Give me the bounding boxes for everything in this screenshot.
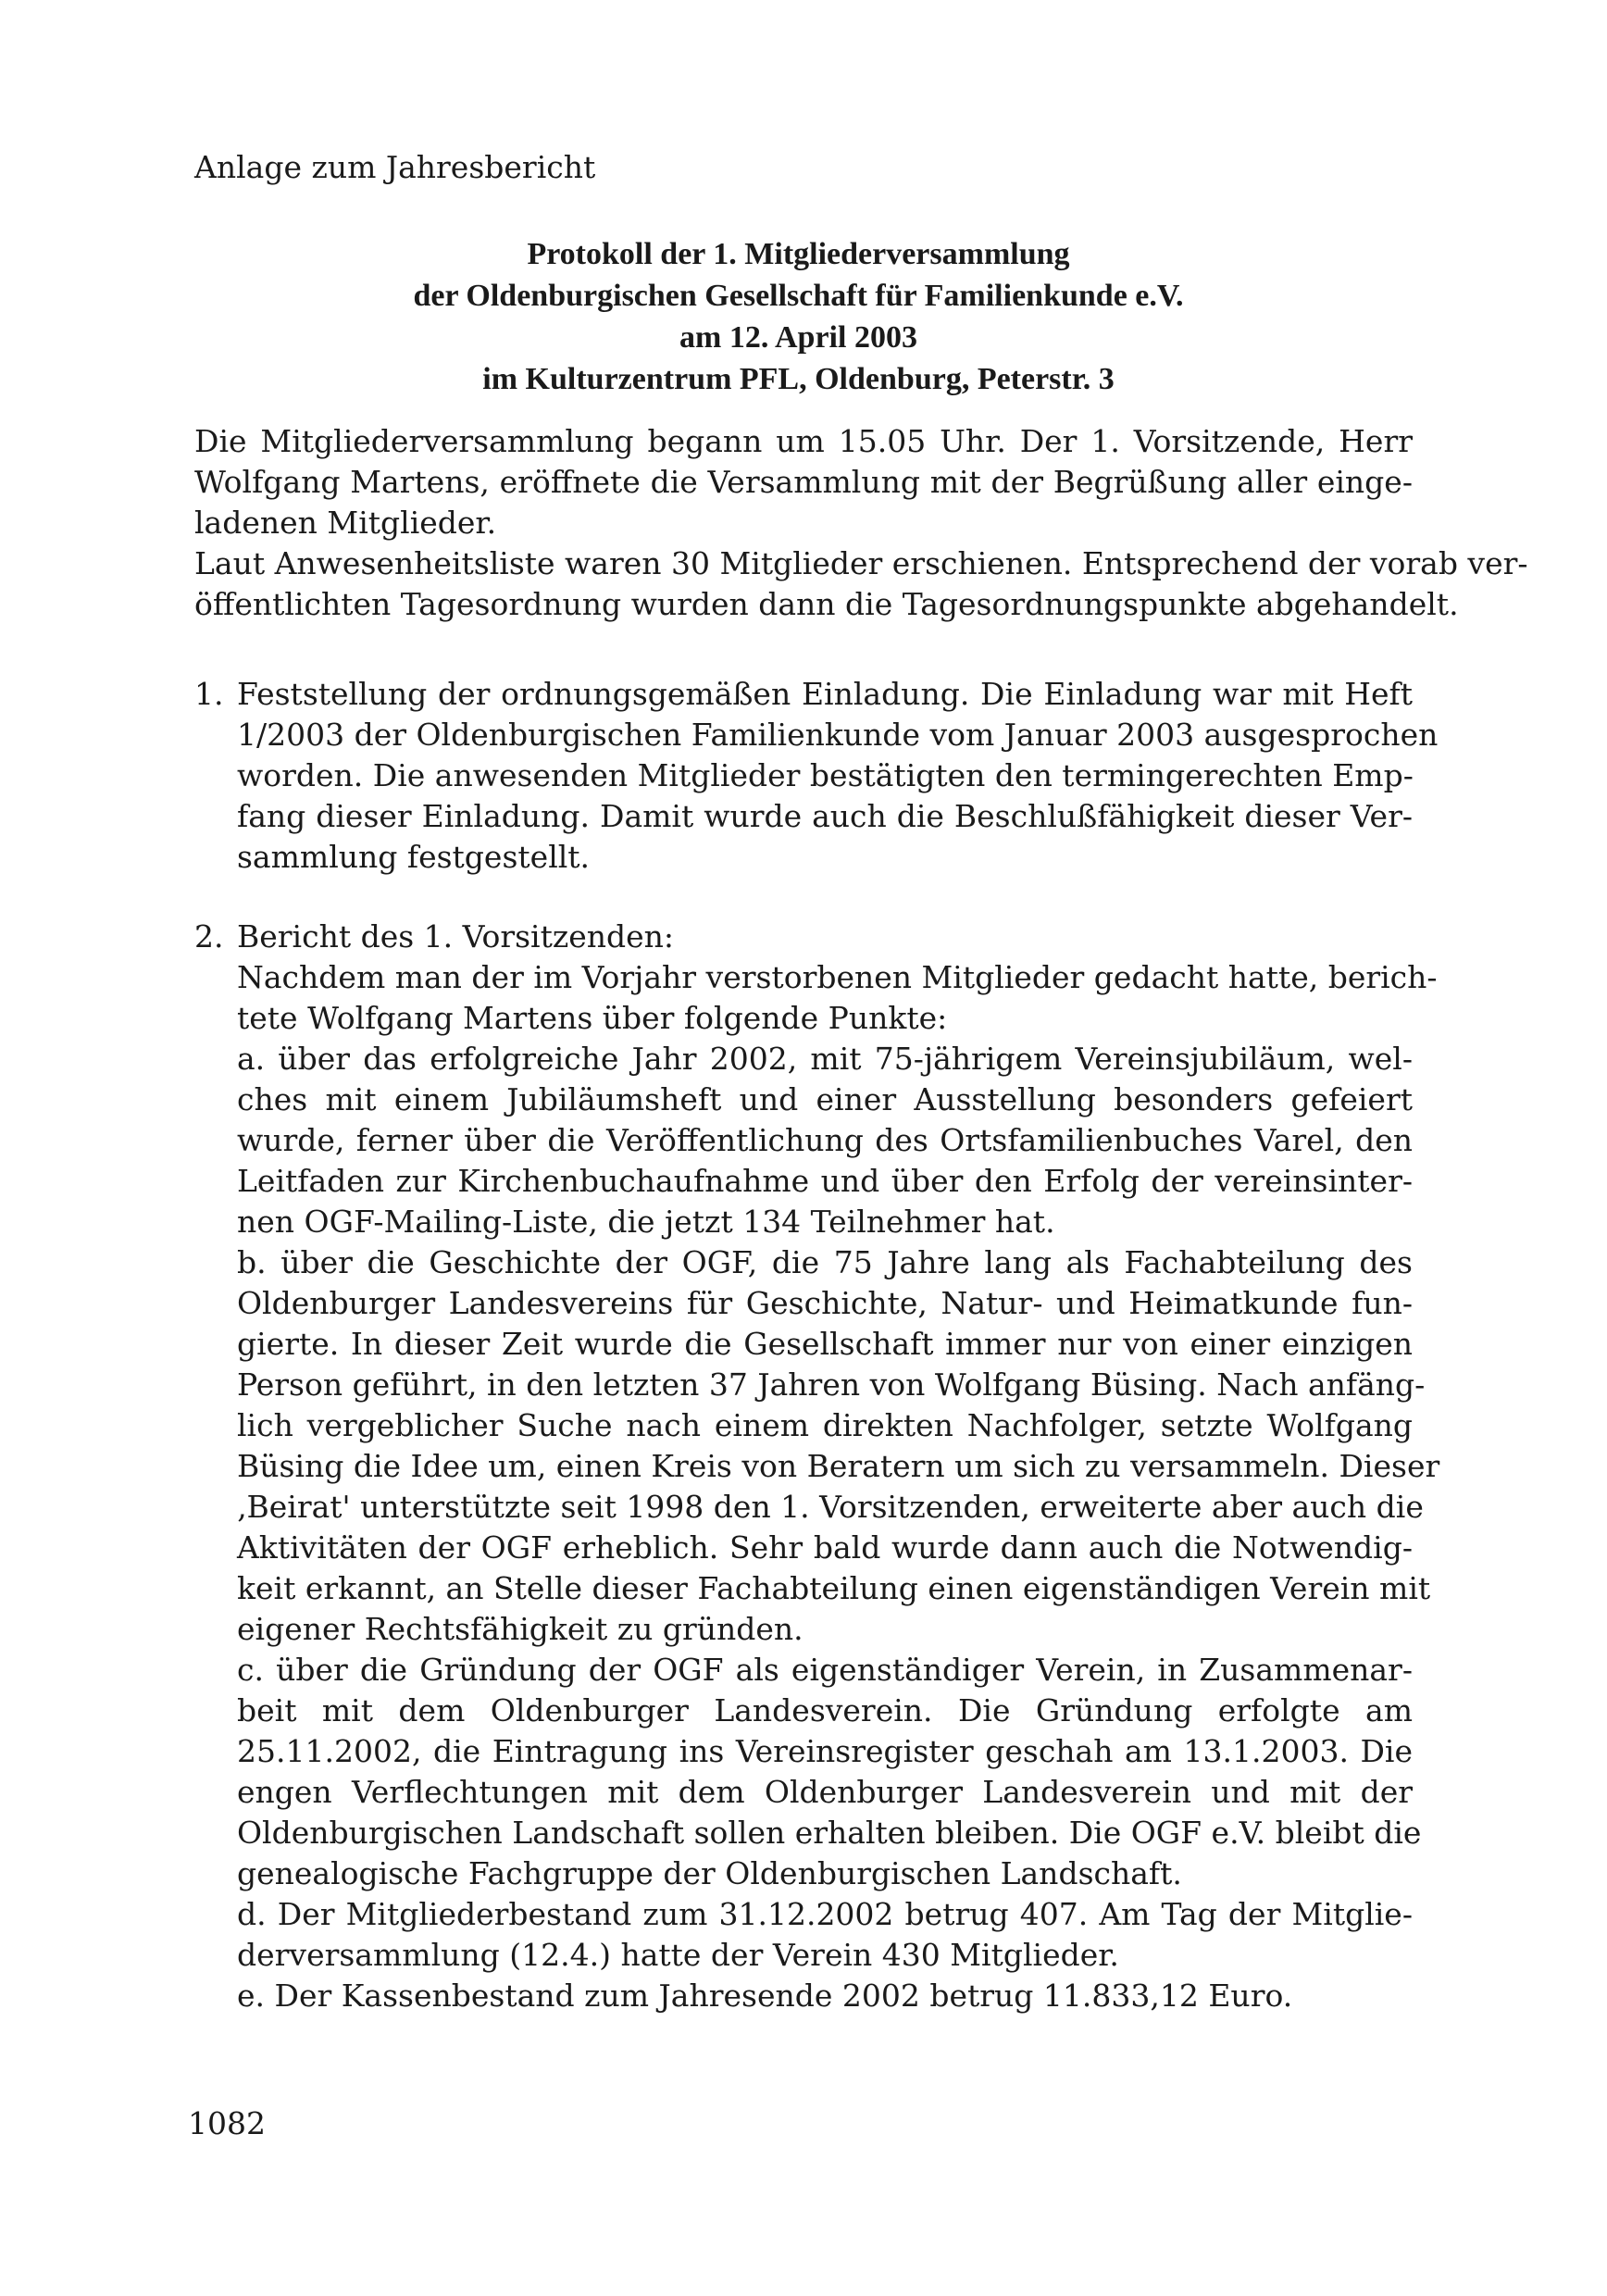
text-line: wurde, ferner über die Veröffentlichung des Ortsfamilienbuches Varel, den xyxy=(237,1122,1413,1158)
text-line: 1/2003 der Oldenburgischen Familienkunde vom Januar 2003 ausgesprochen xyxy=(237,717,1439,753)
text-line: Oldenburger Landesvereins für Geschichte, Natur- und Heimatkunde fun- xyxy=(237,1285,1413,1321)
text-line: sammlung festgestellt. xyxy=(237,839,591,875)
title-line: am 12. April 2003 xyxy=(679,320,917,355)
text-line: a. über das erfolgreiche Jahr 2002, mit 75-jährigem Vereinsjubiläum, wel- xyxy=(237,1041,1413,1077)
text-line: Aktivitäten der OGF erheblich. Sehr bald wurde dann auch die Notwendig- xyxy=(237,1529,1413,1566)
title-line: Protokoll der 1. Mitgliederversammlung xyxy=(527,237,1070,271)
text-line: worden. Die anwesenden Mitglieder bestätigten den termingerechten Emp- xyxy=(237,757,1414,793)
text-line: eigener Rechtsfähigkeit zu gründen. xyxy=(237,1611,804,1647)
intro-paragraph xyxy=(194,421,1528,625)
text-line: gierte. In dieser Zeit wurde die Gesellschaft immer nur von einer einzigen xyxy=(237,1326,1413,1362)
text-line: keit erkannt, an Stelle dieser Fachabteilung einen eigenständigen Verein mit xyxy=(237,1570,1431,1606)
text-line: tete Wolfgang Martens über folgende Punkte: xyxy=(237,1000,948,1036)
text-line: ‚Beirat' unterstützte seit 1998 den 1. Vorsitzenden, erweiterte aber auch die xyxy=(237,1489,1424,1525)
text-line: Wolfgang Martens, eröffnete die Versammlung mit der Begrüßung aller einge- xyxy=(194,464,1413,500)
text-line: Feststellung der ordnungsgemäßen Einladung. Die Einladung war mit Heft xyxy=(237,676,1413,712)
text-line: Nachdem man der im Vorjahr verstorbenen Mitglieder gedacht hatte, berich- xyxy=(237,959,1438,995)
text-line: öffentlichten Tagesordnung wurden dann die Tagesordnungspunkte abgehandelt. xyxy=(194,586,1459,622)
title-line: im Kulturzentrum PFL, Oldenburg, Peterstr. 3 xyxy=(482,362,1115,396)
text-line: ches mit einem Jubiläumsheft und einer Ausstellung besonders gefeiert xyxy=(237,1081,1413,1117)
text-line: Person geführt, in den letzten 37 Jahren von Wolfgang Büsing. Nach anfäng- xyxy=(237,1366,1426,1403)
page-number: 1082 xyxy=(188,2105,266,2141)
text-line: b. über die Geschichte der OGF, die 75 Jahre lang als Fachabteilung des xyxy=(237,1244,1413,1280)
text-line: beit mit dem Oldenburger Landesverein. Die Gründung erfolgte am xyxy=(237,1692,1413,1728)
text-line: engen Verflechtungen mit dem Oldenburger Landesverein und mit der xyxy=(237,1774,1413,1810)
item-body xyxy=(237,674,1439,878)
title-line: der Oldenburgischen Gesellschaft für Familienkunde e.V. xyxy=(413,279,1184,313)
text-line: 25.11.2002, die Eintragung ins Vereinsregister geschah am 13.1.2003. Die xyxy=(237,1733,1413,1769)
text-line: Büsing die Idee um, einen Kreis von Beratern um sich zu versammeln. Dieser xyxy=(237,1448,1440,1484)
item-number: 2. xyxy=(194,918,224,955)
header-note: Anlage zum Jahresbericht xyxy=(194,149,596,185)
text-line: fang dieser Einladung. Damit wurde auch die Beschlußfähigkeit dieser Ver- xyxy=(237,798,1413,834)
text-line: ladenen Mitglieder. xyxy=(194,505,497,541)
text-line: genealogische Fachgruppe der Oldenburgischen Landschaft. xyxy=(237,1855,1182,1891)
text-line: Leitfaden zur Kirchenbuchaufnahme und über den Erfolg der vereinsinter- xyxy=(237,1163,1413,1199)
item-body xyxy=(237,917,1440,2016)
text-line: c. über die Gründung der OGF als eigenständiger Verein, in Zusammenar- xyxy=(237,1652,1413,1688)
text-line: lich vergeblicher Suche nach einem direkten Nachfolger, setzte Wolfgang xyxy=(237,1407,1413,1443)
text-line: e. Der Kassenbestand zum Jahresende 2002 betrug 11.833,12 Euro. xyxy=(237,1978,1293,2014)
text-line: Laut Anwesenheitsliste waren 30 Mitglieder erschienen. Entsprechend der vorab ver- xyxy=(194,545,1528,581)
text-line: Bericht des 1. Vorsitzenden: xyxy=(237,918,675,955)
protocol-title xyxy=(278,233,1319,400)
item-number: 1. xyxy=(194,676,224,712)
text-line: Oldenburgischen Landschaft sollen erhalten bleiben. Die OGF e.V. bleibt die xyxy=(237,1815,1422,1851)
text-line: Die Mitgliederversammlung begann um 15.05 Uhr. Der 1. Vorsitzende, Herr xyxy=(194,423,1413,459)
text-line: d. Der Mitgliederbestand zum 31.12.2002 betrug 407. Am Tag der Mitglie- xyxy=(237,1896,1413,1932)
text-line: derversammlung (12.4.) hatte der Verein 430 Mitglieder. xyxy=(237,1937,1119,1973)
text-line: nen OGF-Mailing-Liste, die jetzt 134 Teilnehmer hat. xyxy=(237,1204,1055,1240)
